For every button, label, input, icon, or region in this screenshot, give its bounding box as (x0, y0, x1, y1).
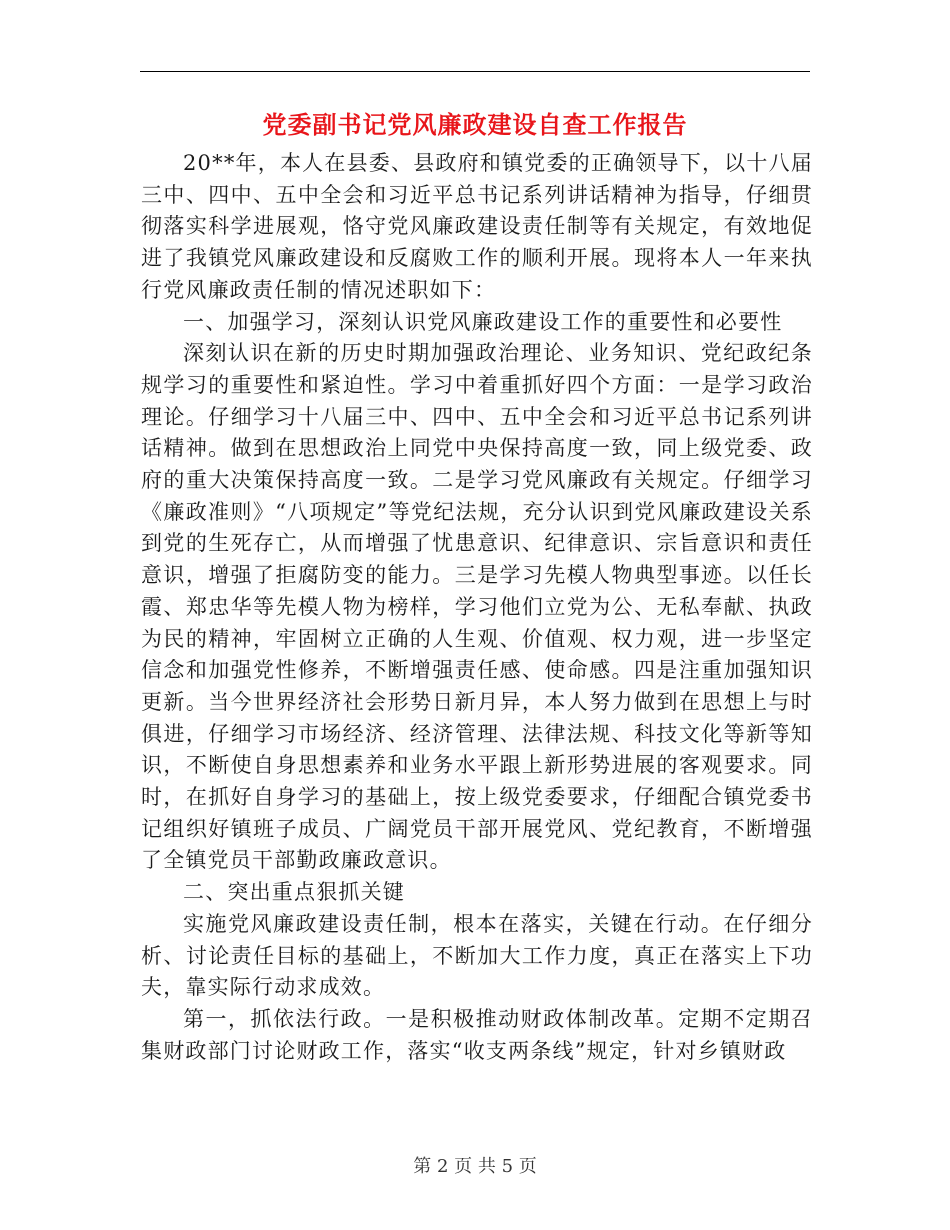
page-number: 第 2 页 共 5 页 (413, 1156, 537, 1177)
paragraph-implementation: 实施党风廉政建设责任制，根本在落实，关键在行动。在仔细分析、讨论责任目标的基础上，不断加大工作力度，真正在落实上下功夫，靠实际行动求成效。 (141, 911, 813, 1000)
paragraph-rule-of-law: 第一，抓依法行政。一是积极推动财政体制改革。定期不定期召集财政部门讨论财政工作，落实“收支两条线”规定，针对乡镇财政 (141, 1006, 813, 1063)
document-title: 党委副书记党风廉政建设自查工作报告 (262, 110, 688, 139)
document-body (141, 148, 813, 1067)
header-rule (140, 71, 810, 72)
section-heading-2: 二、突出重点狠抓关键 (183, 880, 405, 905)
paragraph-intro: 20**年，本人在县委、县政府和镇党委的正确领导下，以十八届三中、四中、五中全会和习近平总书记系列讲话精神为指导，仔细贯彻落实科学进展观，恪守党风廉政建设责任制等有关规定，有效地促进了我镇党风廉政建设和反腐败工作的顺利开展。现将本人一年来执行党风廉政责任制的情况述职如下： (141, 151, 813, 302)
paragraph-study: 深刻认识在新的历史时期加强政治理论、业务知识、党纪政纪条规学习的重要性和紧迫性。学习中着重抓好四个方面：一是学习政治理论。仔细学习十八届三中、四中、五中全会和习近平总书记系列讲话精神。做到在思想政治上同党中央保持高度一致，同上级党委、政府的重大决策保持高度一致。二是学习党风廉政有关规定。仔细学习《廉政准则》“八项规定”等党纪法规，充分认识到党风廉政建设关系到党的生死存亡，从而增强了忧患意识、纪律意识、宗旨意识和责任意识，增强了拒腐防变的能力。三是学习先模人物典型事迹。以任长霞、郑忠华等先模人物为榜样，学习他们立党为公、无私奉献、执政为民的精神，牢固树立正确的人生观、价值观、权力观，进一步坚定信念和加强党性修养，不断增强责任感、使命感。四是注重加强知识更新。当今世界经济社会形势日新月异，本人努力做到在思想上与时俱进，仔细学习市场经济、经济管理、法律法规、科技文化等新等知识，不断使自身思想素养和业务水平跟上新形势进展的客观要求。同时，在抓好自身学习的基础上，按上级党委要求，仔细配合镇党委书记组织好镇班子成员、广阔党员干部开展党风、党纪教育，不断增强了全镇党员干部勤政廉政意识。 (141, 341, 813, 873)
section-heading-1: 一、加强学习，深刻认识党风廉政建设工作的重要性和必要性 (183, 309, 783, 334)
